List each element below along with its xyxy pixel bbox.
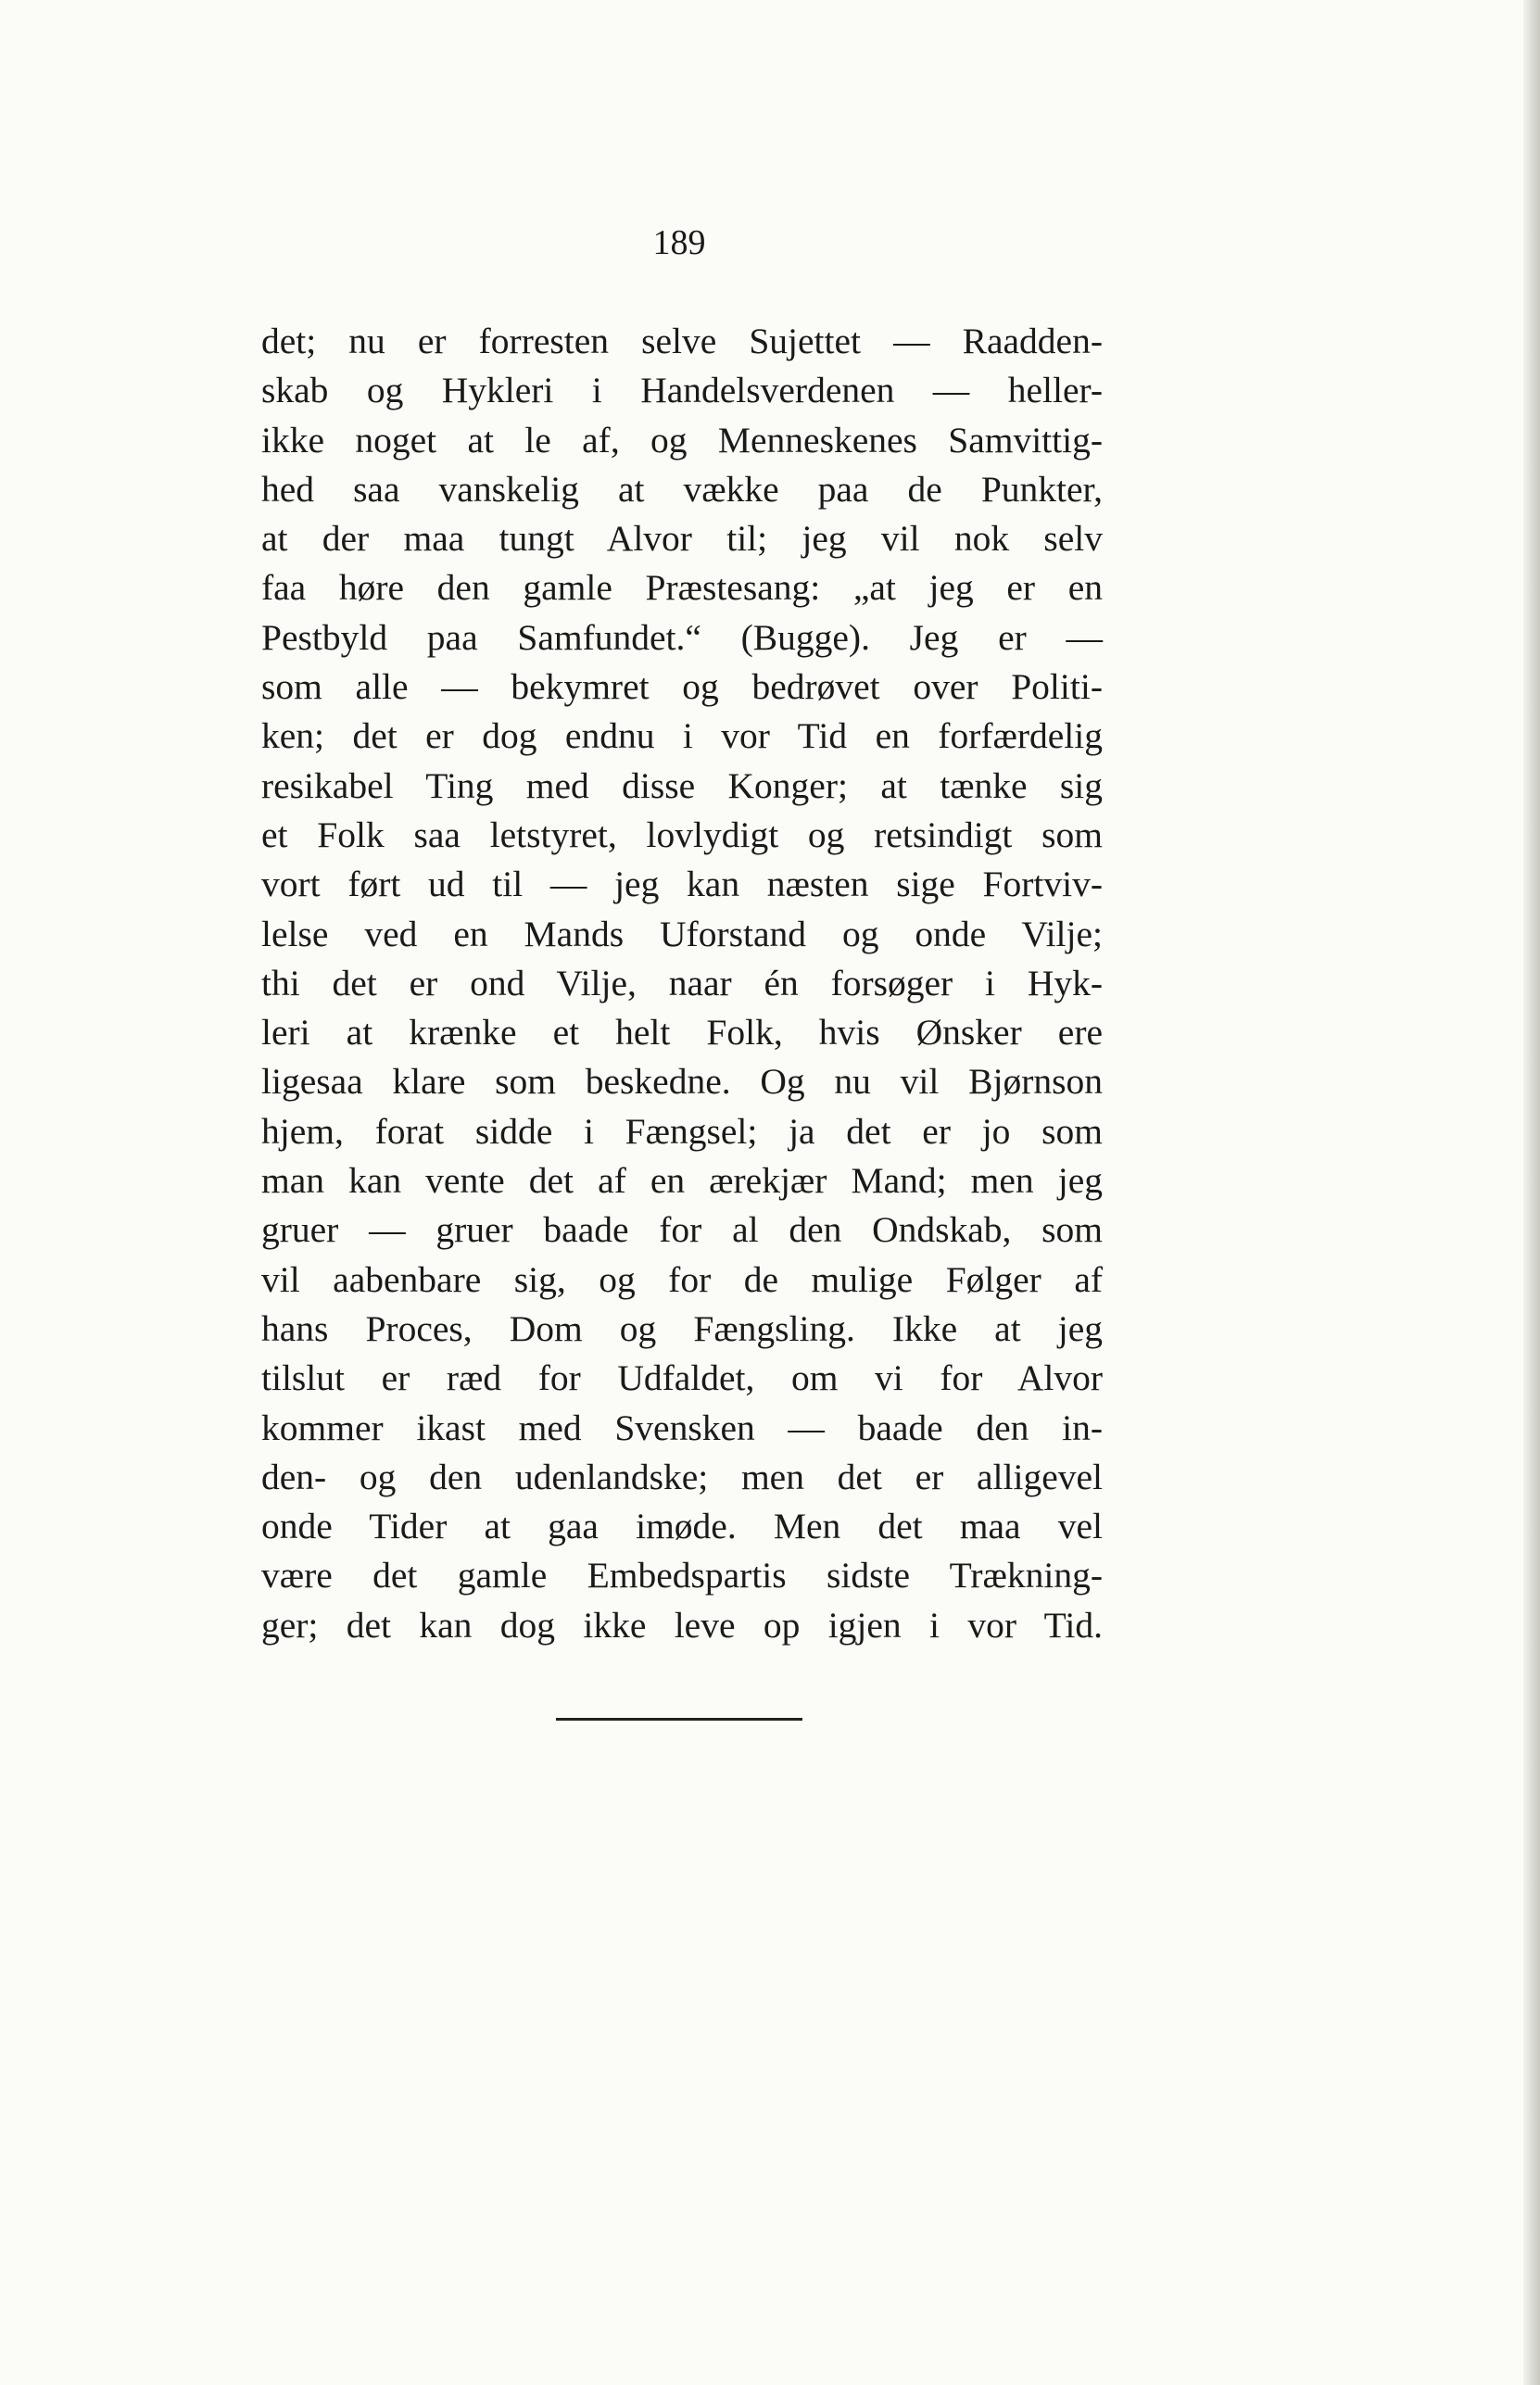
text-line: det; nu er forresten selve Sujettet — Raadden-	[261, 321, 1103, 361]
page-number: 189	[652, 223, 706, 262]
text-line: Pestbyld paa Samfundet.“ (Bugge). Jeg er —	[261, 616, 1103, 658]
text-line: vort ført ud til — jeg kan næsten sige Fortviv-	[261, 864, 1103, 905]
text-line: resikabel Ting med disse Konger; at tænke sig	[261, 764, 1103, 806]
text-line: gruer — gruer baade for al den Ondskab, som	[261, 1209, 1103, 1251]
section-end-rule	[556, 1718, 802, 1721]
text-line: thi det er ond Vilje, naar én forsøger i Hyk-	[261, 962, 1103, 1003]
text-line: faa høre den gamle Præstesang: „at jeg er en	[261, 567, 1103, 609]
text-line: ikke noget at le af, og Menneskenes Samvittig-	[261, 419, 1103, 461]
text-line: skab og Hykleri i Handelsverdenen — heller-	[261, 370, 1103, 411]
text-line: ligesaa klare som beskedne. Og nu vil Bjørnson	[261, 1061, 1103, 1103]
text-line: onde Tider at gaa imøde. Men det maa vel	[261, 1506, 1103, 1547]
text-line: vil aabenbare sig, og for de mulige Følger af	[261, 1258, 1103, 1300]
text-line: hjem, forat sidde i Fængsel; ja det er jo som	[261, 1110, 1103, 1152]
text-line: som alle — bekymret og bedrøvet over Politi-	[261, 666, 1103, 708]
text-line: ger; det kan dog ikke leve op igjen i vor Tid.	[261, 1604, 1103, 1646]
text-line: et Folk saa letstyret, lovlydigt og retsindigt som	[261, 814, 1103, 855]
text-line: den- og den udenlandske; men det er alligevel	[261, 1456, 1103, 1497]
text-line: hans Proces, Dom og Fængsling. Ikke at jeg	[261, 1307, 1103, 1349]
text-line: kommer ikast med Svensken — baade den in-	[261, 1407, 1103, 1448]
text-line: være det gamle Embedspartis sidste Trækning-	[261, 1555, 1103, 1596]
text-line: ken; det er dog endnu i vor Tid en forfærdelig	[261, 715, 1103, 757]
page-edge-shadow	[1523, 0, 1540, 2385]
text-line: leri at krænke et helt Folk, hvis Ønsker ere	[261, 1012, 1103, 1054]
text-line: hed saa vanskelig at vække paa de Punkter,	[261, 468, 1103, 510]
text-line: at der maa tungt Alvor til; jeg vil nok selv	[261, 518, 1103, 560]
text-line: tilslut er ræd for Udfaldet, om vi for Alvor	[261, 1357, 1103, 1399]
body-text	[261, 317, 1103, 1650]
text-line: lelse ved en Mands Uforstand og onde Vilje;	[261, 913, 1103, 954]
text-line: man kan vente det af en ærekjær Mand; men jeg	[261, 1160, 1103, 1202]
